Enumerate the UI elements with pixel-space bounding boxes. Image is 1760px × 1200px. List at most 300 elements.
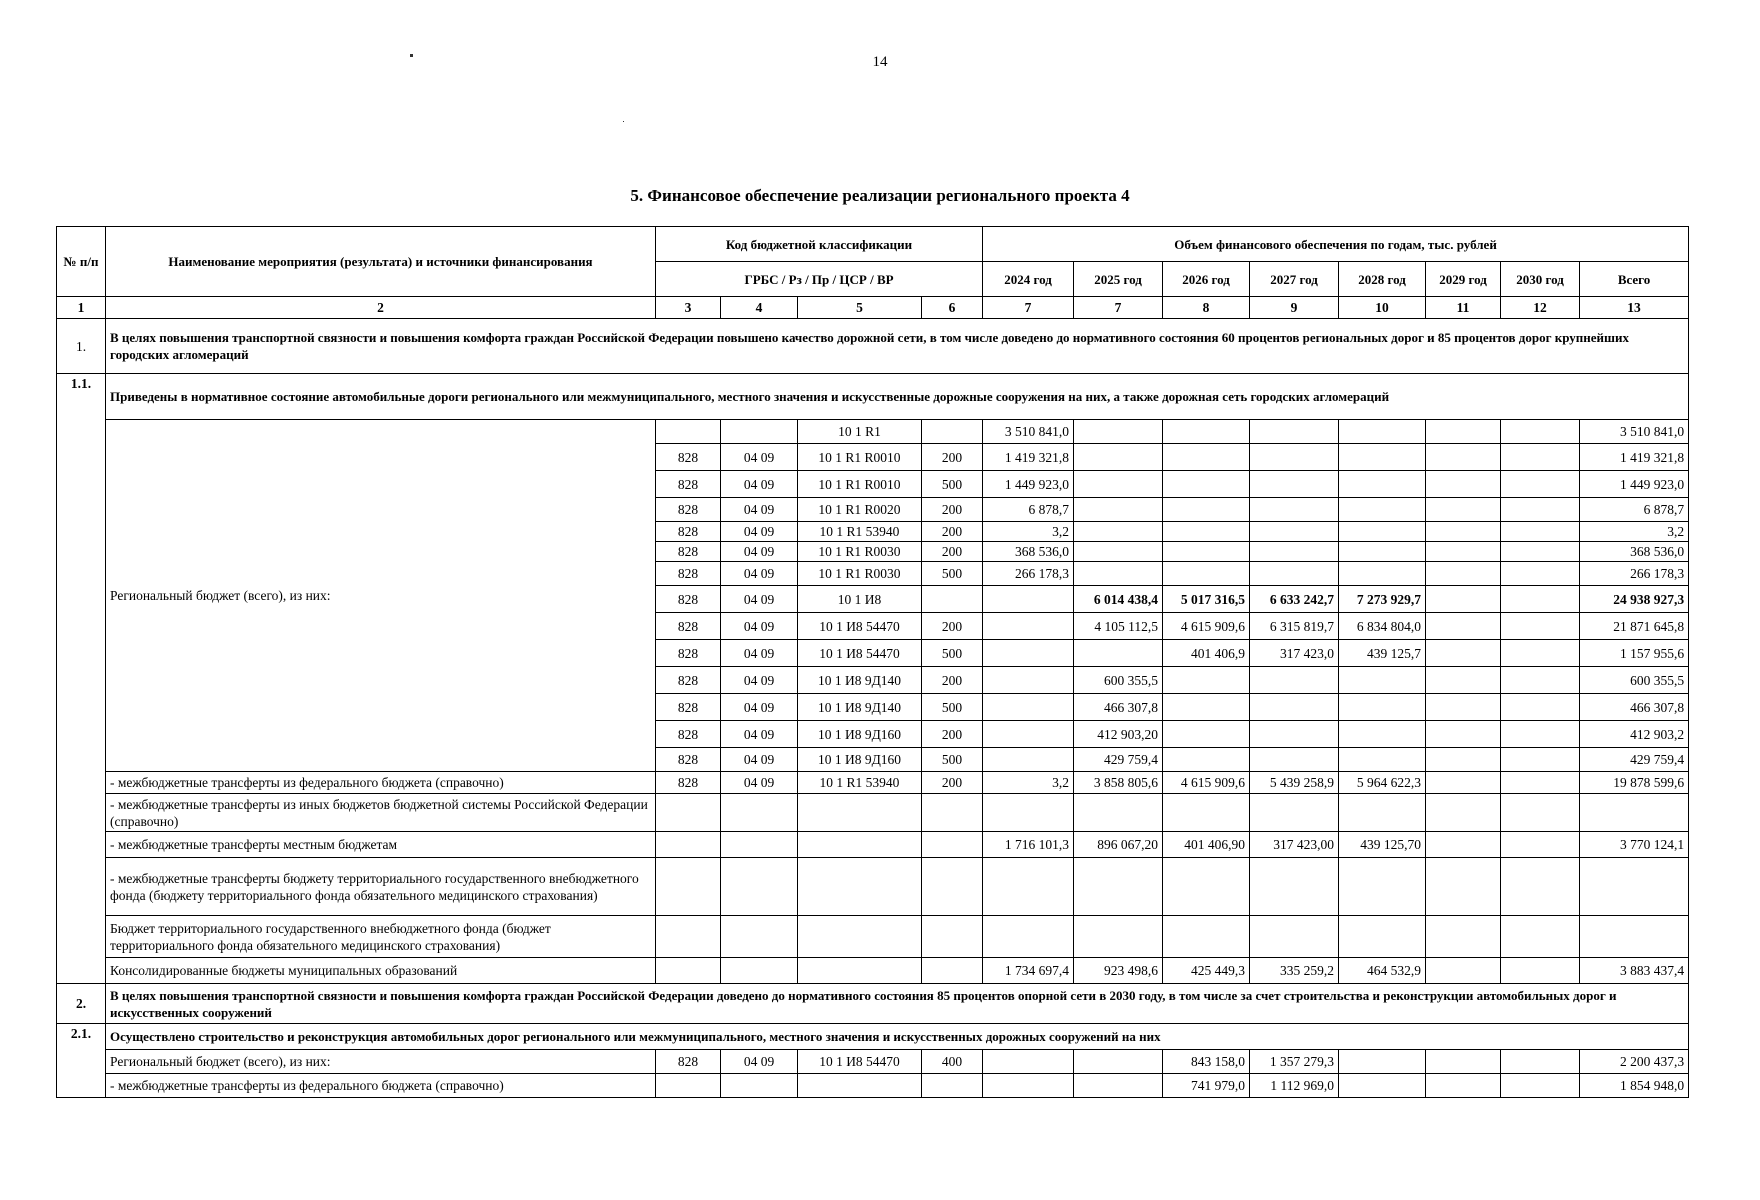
value-cell: 1 449 923,0: [983, 471, 1074, 498]
value-cell: 464 532,9: [1339, 958, 1426, 984]
csr-cell: [798, 794, 922, 832]
value-cell: [983, 916, 1074, 958]
grbs-cell: 828: [656, 694, 721, 721]
value-cell: [1501, 958, 1580, 984]
grbs-cell: 828: [656, 772, 721, 794]
grbs-cell: 828: [656, 640, 721, 667]
column-number: 3: [656, 297, 721, 319]
value-cell: [1426, 832, 1501, 858]
vr-cell: [922, 858, 983, 916]
column-number: 7: [1074, 297, 1163, 319]
value-cell: [1339, 522, 1426, 542]
value-cell: [1339, 667, 1426, 694]
value-cell: [1250, 444, 1339, 471]
csr-cell: 10 1 И8 9Д140: [798, 694, 922, 721]
value-cell: [1426, 916, 1501, 958]
grbs-cell: 828: [656, 1050, 721, 1074]
total-cell: 3,2: [1580, 522, 1689, 542]
column-numbers-row: [57, 297, 1689, 319]
value-cell: 4 105 112,5: [1074, 613, 1163, 640]
value-cell: [1074, 420, 1163, 444]
value-cell: [1426, 471, 1501, 498]
vr-cell: 200: [922, 613, 983, 640]
value-cell: [1250, 471, 1339, 498]
scan-speck: [410, 54, 413, 57]
value-cell: 1 716 101,3: [983, 832, 1074, 858]
rz-pr-cell: 04 09: [721, 562, 798, 586]
rz-pr-cell: 04 09: [721, 667, 798, 694]
column-number: 13: [1580, 297, 1689, 319]
value-cell: [1250, 858, 1339, 916]
section-text: В целях повышения транспортной связности и повышения комфорта граждан Российской Федерации повышено качество дорожной сети, в том числе доведено до нормативного состояния 60 процентов региональных дорог и 85 процентов дорог крупнейших городских агломераций: [106, 319, 1689, 374]
financing-table: [56, 226, 1689, 1098]
value-cell: [1426, 694, 1501, 721]
value-cell: [1163, 562, 1250, 586]
total-cell: 3 510 841,0: [1580, 420, 1689, 444]
rz-pr-cell: [721, 832, 798, 858]
rz-pr-cell: 04 09: [721, 721, 798, 748]
grbs-cell: 828: [656, 721, 721, 748]
rz-pr-cell: [721, 958, 798, 984]
rz-pr-cell: [721, 916, 798, 958]
csr-cell: 10 1 R1 R0030: [798, 542, 922, 562]
column-number: 1: [57, 297, 106, 319]
subsection-number: 1.1.: [57, 374, 106, 984]
value-cell: 266 178,3: [983, 562, 1074, 586]
csr-cell: 10 1 R1 53940: [798, 772, 922, 794]
value-cell: [1163, 498, 1250, 522]
grbs-cell: 828: [656, 748, 721, 772]
value-cell: [1074, 916, 1163, 958]
value-cell: [1163, 858, 1250, 916]
rz-pr-cell: [721, 420, 798, 444]
total-cell: 19 878 599,6: [1580, 772, 1689, 794]
value-cell: 896 067,20: [1074, 832, 1163, 858]
value-cell: [1339, 542, 1426, 562]
total-cell: 1 854 948,0: [1580, 1074, 1689, 1098]
vr-cell: 200: [922, 667, 983, 694]
row-label: - межбюджетные трансферты из иных бюджетов бюджетной системы Российской Федерации (справочно): [106, 794, 656, 832]
value-cell: [983, 586, 1074, 613]
header-num: № п/п: [57, 227, 106, 297]
row-label: - межбюджетные трансферты из федерального бюджета (справочно): [106, 772, 656, 794]
grbs-cell: 828: [656, 542, 721, 562]
grbs-cell: [656, 916, 721, 958]
value-cell: [1074, 471, 1163, 498]
table-row: [57, 794, 1689, 832]
value-cell: [1339, 916, 1426, 958]
value-cell: 1 112 969,0: [1250, 1074, 1339, 1098]
vr-cell: 500: [922, 471, 983, 498]
value-cell: [1501, 586, 1580, 613]
value-cell: 600 355,5: [1074, 667, 1163, 694]
value-cell: [1339, 794, 1426, 832]
subsection-text: Осуществлено строительство и реконструкция автомобильных дорог регионального или межмуниципального, местного значения и искусственных дорожных сооружений на них: [106, 1024, 1689, 1050]
value-cell: 1 357 279,3: [1250, 1050, 1339, 1074]
csr-cell: 10 1 И8 9Д160: [798, 748, 922, 772]
csr-cell: 10 1 R1 53940: [798, 522, 922, 542]
csr-cell: 10 1 R1 R0020: [798, 498, 922, 522]
rz-pr-cell: 04 09: [721, 1050, 798, 1074]
value-cell: [983, 667, 1074, 694]
row-label: - межбюджетные трансферты местным бюджетам: [106, 832, 656, 858]
total-cell: 1 419 321,8: [1580, 444, 1689, 471]
subsection-row: [57, 374, 1689, 420]
total-cell: 1 157 955,6: [1580, 640, 1689, 667]
vr-cell: 500: [922, 562, 983, 586]
value-cell: [1250, 916, 1339, 958]
csr-cell: 10 1 И8 54470: [798, 613, 922, 640]
header-code-group: Код бюджетной классификации: [656, 227, 983, 262]
grbs-cell: 828: [656, 613, 721, 640]
csr-cell: [798, 958, 922, 984]
rz-pr-cell: 04 09: [721, 586, 798, 613]
vr-cell: [922, 916, 983, 958]
value-cell: [1426, 748, 1501, 772]
value-cell: [1501, 1074, 1580, 1098]
value-cell: [1426, 444, 1501, 471]
vr-cell: [922, 958, 983, 984]
vr-cell: [922, 420, 983, 444]
value-cell: [983, 694, 1074, 721]
value-cell: [1426, 522, 1501, 542]
rz-pr-cell: 04 09: [721, 498, 798, 522]
value-cell: [1163, 721, 1250, 748]
rz-pr-cell: 04 09: [721, 772, 798, 794]
value-cell: [1426, 1074, 1501, 1098]
column-number: 8: [1163, 297, 1250, 319]
row-label: Региональный бюджет (всего), из них:: [106, 1050, 656, 1074]
row-label: - межбюджетные трансферты бюджету территориального государственного внебюджетного фонда (бюджету территориального фонда обязательного медицинского страхования): [106, 858, 656, 916]
rz-pr-cell: [721, 794, 798, 832]
total-cell: 1 449 923,0: [1580, 471, 1689, 498]
vr-cell: [922, 832, 983, 858]
value-cell: [1250, 748, 1339, 772]
value-cell: 741 979,0: [1163, 1074, 1250, 1098]
value-cell: [1250, 542, 1339, 562]
document-title: 5. Финансовое обеспечение реализации регионального проекта 4: [630, 186, 1130, 205]
row-label: Бюджет территориального государственного внебюджетного фонда (бюджет территориального фонда обязательного медицинского страхования): [106, 916, 656, 958]
value-cell: [1426, 1050, 1501, 1074]
total-cell: 6 878,7: [1580, 498, 1689, 522]
subsection-row: [57, 1024, 1689, 1050]
value-cell: [1426, 613, 1501, 640]
total-cell: 266 178,3: [1580, 562, 1689, 586]
value-cell: [1426, 794, 1501, 832]
total-cell: 429 759,4: [1580, 748, 1689, 772]
value-cell: [1250, 721, 1339, 748]
scan-speck: [623, 121, 624, 122]
value-cell: 3,2: [983, 772, 1074, 794]
value-cell: [1501, 667, 1580, 694]
column-number: 10: [1339, 297, 1426, 319]
value-cell: [983, 613, 1074, 640]
value-cell: [1501, 794, 1580, 832]
value-cell: [1074, 542, 1163, 562]
header-year: 2027 год: [1250, 262, 1339, 297]
value-cell: [1339, 858, 1426, 916]
value-cell: [1426, 721, 1501, 748]
section-row: [57, 984, 1689, 1024]
row-label: Консолидированные бюджеты муниципальных образований: [106, 958, 656, 984]
value-cell: [983, 1050, 1074, 1074]
total-cell: 412 903,2: [1580, 721, 1689, 748]
value-cell: [1501, 613, 1580, 640]
header-row-1: [57, 227, 1689, 262]
vr-cell: 400: [922, 1050, 983, 1074]
value-cell: 401 406,90: [1163, 832, 1250, 858]
value-cell: 923 498,6: [1074, 958, 1163, 984]
value-cell: [1074, 794, 1163, 832]
value-cell: 1 419 321,8: [983, 444, 1074, 471]
value-cell: [1501, 562, 1580, 586]
rz-pr-cell: [721, 858, 798, 916]
value-cell: [1163, 542, 1250, 562]
grbs-cell: [656, 1074, 721, 1098]
value-cell: [1501, 542, 1580, 562]
value-cell: 317 423,00: [1250, 832, 1339, 858]
value-cell: [1163, 444, 1250, 471]
value-cell: [1339, 562, 1426, 586]
vr-cell: [922, 586, 983, 613]
total-cell: 21 871 645,8: [1580, 613, 1689, 640]
column-number: 11: [1426, 297, 1501, 319]
value-cell: [1339, 694, 1426, 721]
column-number: 5: [798, 297, 922, 319]
total-cell: 3 770 124,1: [1580, 832, 1689, 858]
csr-cell: 10 1 И8 54470: [798, 1050, 922, 1074]
value-cell: [1250, 522, 1339, 542]
total-cell: 3 883 437,4: [1580, 958, 1689, 984]
value-cell: 412 903,20: [1074, 721, 1163, 748]
csr-cell: 10 1 R1: [798, 420, 922, 444]
rz-pr-cell: 04 09: [721, 444, 798, 471]
column-number: 7: [983, 297, 1074, 319]
value-cell: 317 423,0: [1250, 640, 1339, 667]
value-cell: [1426, 498, 1501, 522]
header-code-sub: ГРБС / Рз / Пр / ЦСР / ВР: [656, 262, 983, 297]
value-cell: 1 734 697,4: [983, 958, 1074, 984]
value-cell: [1074, 858, 1163, 916]
value-cell: [1339, 498, 1426, 522]
value-cell: [1163, 471, 1250, 498]
csr-cell: 10 1 И8: [798, 586, 922, 613]
value-cell: [1074, 1050, 1163, 1074]
vr-cell: 200: [922, 498, 983, 522]
value-cell: [1426, 640, 1501, 667]
value-cell: [1501, 1050, 1580, 1074]
value-cell: [1339, 420, 1426, 444]
vr-cell: 200: [922, 522, 983, 542]
value-cell: [1501, 522, 1580, 542]
total-cell: 368 536,0: [1580, 542, 1689, 562]
vr-cell: 500: [922, 748, 983, 772]
header-year: 2030 год: [1501, 262, 1580, 297]
column-number: 12: [1501, 297, 1580, 319]
value-cell: [1163, 420, 1250, 444]
value-cell: [1074, 1074, 1163, 1098]
vr-cell: 200: [922, 444, 983, 471]
csr-cell: 10 1 И8 9Д140: [798, 667, 922, 694]
total-cell: 466 307,8: [1580, 694, 1689, 721]
value-cell: 3,2: [983, 522, 1074, 542]
value-cell: 466 307,8: [1074, 694, 1163, 721]
value-cell: [1501, 748, 1580, 772]
header-total: Всего: [1580, 262, 1689, 297]
value-cell: [1074, 498, 1163, 522]
value-cell: [1250, 498, 1339, 522]
value-cell: [1426, 667, 1501, 694]
value-cell: [1163, 667, 1250, 694]
header-name: Наименование мероприятия (результата) и источники финансирования: [106, 227, 656, 297]
subsection-number: 2.1.: [57, 1024, 106, 1098]
value-cell: [1426, 586, 1501, 613]
value-cell: [1501, 916, 1580, 958]
column-number: 2: [106, 297, 656, 319]
total-cell: [1580, 916, 1689, 958]
value-cell: [983, 858, 1074, 916]
section-text: В целях повышения транспортной связности и повышения комфорта граждан Российской Федерации доведено до нормативного состояния 85 процентов опорной сети в 2030 году, в том числе за счет строительства и реконструкции автомобильных дорог и искусственных сооружений: [106, 984, 1689, 1024]
grbs-cell: [656, 858, 721, 916]
csr-cell: 10 1 R1 R0010: [798, 471, 922, 498]
vr-cell: 200: [922, 772, 983, 794]
column-number: 9: [1250, 297, 1339, 319]
value-cell: [1501, 498, 1580, 522]
table-row: [57, 1074, 1689, 1098]
value-cell: 335 259,2: [1250, 958, 1339, 984]
section-number: 2.: [57, 984, 106, 1024]
total-cell: [1580, 858, 1689, 916]
value-cell: [983, 721, 1074, 748]
value-cell: [983, 794, 1074, 832]
vr-cell: [922, 794, 983, 832]
value-cell: 5 017 316,5: [1163, 586, 1250, 613]
grbs-cell: 828: [656, 667, 721, 694]
csr-cell: [798, 916, 922, 958]
value-cell: [1339, 1050, 1426, 1074]
grbs-cell: [656, 832, 721, 858]
total-cell: [1580, 794, 1689, 832]
value-cell: 3 510 841,0: [983, 420, 1074, 444]
total-cell: 600 355,5: [1580, 667, 1689, 694]
rz-pr-cell: 04 09: [721, 613, 798, 640]
value-cell: [1501, 471, 1580, 498]
table-row: [57, 1050, 1689, 1074]
csr-cell: [798, 858, 922, 916]
value-cell: [1163, 522, 1250, 542]
grbs-cell: [656, 794, 721, 832]
value-cell: [1426, 772, 1501, 794]
rz-pr-cell: 04 09: [721, 471, 798, 498]
value-cell: [1501, 694, 1580, 721]
section-row: [57, 319, 1689, 374]
header-year: 2029 год: [1426, 262, 1501, 297]
row-label: - межбюджетные трансферты из федерального бюджета (справочно): [106, 1074, 656, 1098]
vr-cell: 200: [922, 542, 983, 562]
rz-pr-cell: 04 09: [721, 640, 798, 667]
value-cell: [1250, 794, 1339, 832]
grbs-cell: [656, 958, 721, 984]
column-number: 4: [721, 297, 798, 319]
value-cell: 3 858 805,6: [1074, 772, 1163, 794]
section-number: 1.: [57, 319, 106, 374]
csr-cell: 10 1 R1 R0030: [798, 562, 922, 586]
value-cell: [1339, 471, 1426, 498]
header-year: 2028 год: [1339, 262, 1426, 297]
grbs-cell: 828: [656, 562, 721, 586]
subsection-text: Приведены в нормативное состояние автомобильные дороги регионального или межмуниципального, местного значения и искусственные дорожные сооружения на них, а также дорожная сеть городских агломераций: [106, 374, 1689, 420]
table-row: [57, 772, 1689, 794]
header-year: 2024 год: [983, 262, 1074, 297]
value-cell: 401 406,9: [1163, 640, 1250, 667]
grbs-cell: 828: [656, 444, 721, 471]
header-volume-group: Объем финансового обеспечения по годам, тыс. рублей: [983, 227, 1689, 262]
grbs-cell: 828: [656, 471, 721, 498]
value-cell: 425 449,3: [1163, 958, 1250, 984]
total-cell: 24 938 927,3: [1580, 586, 1689, 613]
value-cell: [1074, 522, 1163, 542]
value-cell: [1339, 444, 1426, 471]
value-cell: 6 315 819,7: [1250, 613, 1339, 640]
value-cell: [1501, 858, 1580, 916]
csr-cell: 10 1 R1 R0010: [798, 444, 922, 471]
value-cell: 6 878,7: [983, 498, 1074, 522]
value-cell: 4 615 909,6: [1163, 613, 1250, 640]
value-cell: [1501, 721, 1580, 748]
value-cell: 6 834 804,0: [1339, 613, 1426, 640]
value-cell: [1163, 916, 1250, 958]
rz-pr-cell: 04 09: [721, 694, 798, 721]
rz-pr-cell: [721, 1074, 798, 1098]
value-cell: 5 964 622,3: [1339, 772, 1426, 794]
value-cell: 4 615 909,6: [1163, 772, 1250, 794]
total-cell: 2 200 437,3: [1580, 1050, 1689, 1074]
value-cell: [1250, 667, 1339, 694]
vr-cell: 500: [922, 640, 983, 667]
vr-cell: 200: [922, 721, 983, 748]
value-cell: 6 014 438,4: [1074, 586, 1163, 613]
grbs-cell: 828: [656, 498, 721, 522]
header-year: 2026 год: [1163, 262, 1250, 297]
value-cell: [983, 748, 1074, 772]
value-cell: [1339, 748, 1426, 772]
value-cell: [1501, 832, 1580, 858]
value-cell: [1426, 858, 1501, 916]
value-cell: 6 633 242,7: [1250, 586, 1339, 613]
csr-cell: [798, 832, 922, 858]
value-cell: [1074, 640, 1163, 667]
table-row: [57, 958, 1689, 984]
value-cell: [1426, 562, 1501, 586]
value-cell: [1426, 958, 1501, 984]
table-row: [57, 916, 1689, 958]
value-cell: 429 759,4: [1074, 748, 1163, 772]
table-row: [57, 858, 1689, 916]
column-number: 6: [922, 297, 983, 319]
regional-budget-label: Региональный бюджет (всего), из них:: [106, 420, 656, 772]
vr-cell: [922, 1074, 983, 1098]
grbs-cell: [656, 420, 721, 444]
value-cell: [1074, 562, 1163, 586]
value-cell: [1163, 694, 1250, 721]
value-cell: 7 273 929,7: [1339, 586, 1426, 613]
value-cell: 439 125,70: [1339, 832, 1426, 858]
table-row: [57, 420, 1689, 444]
grbs-cell: 828: [656, 522, 721, 542]
value-cell: [1250, 694, 1339, 721]
value-cell: [1501, 444, 1580, 471]
value-cell: [1250, 420, 1339, 444]
